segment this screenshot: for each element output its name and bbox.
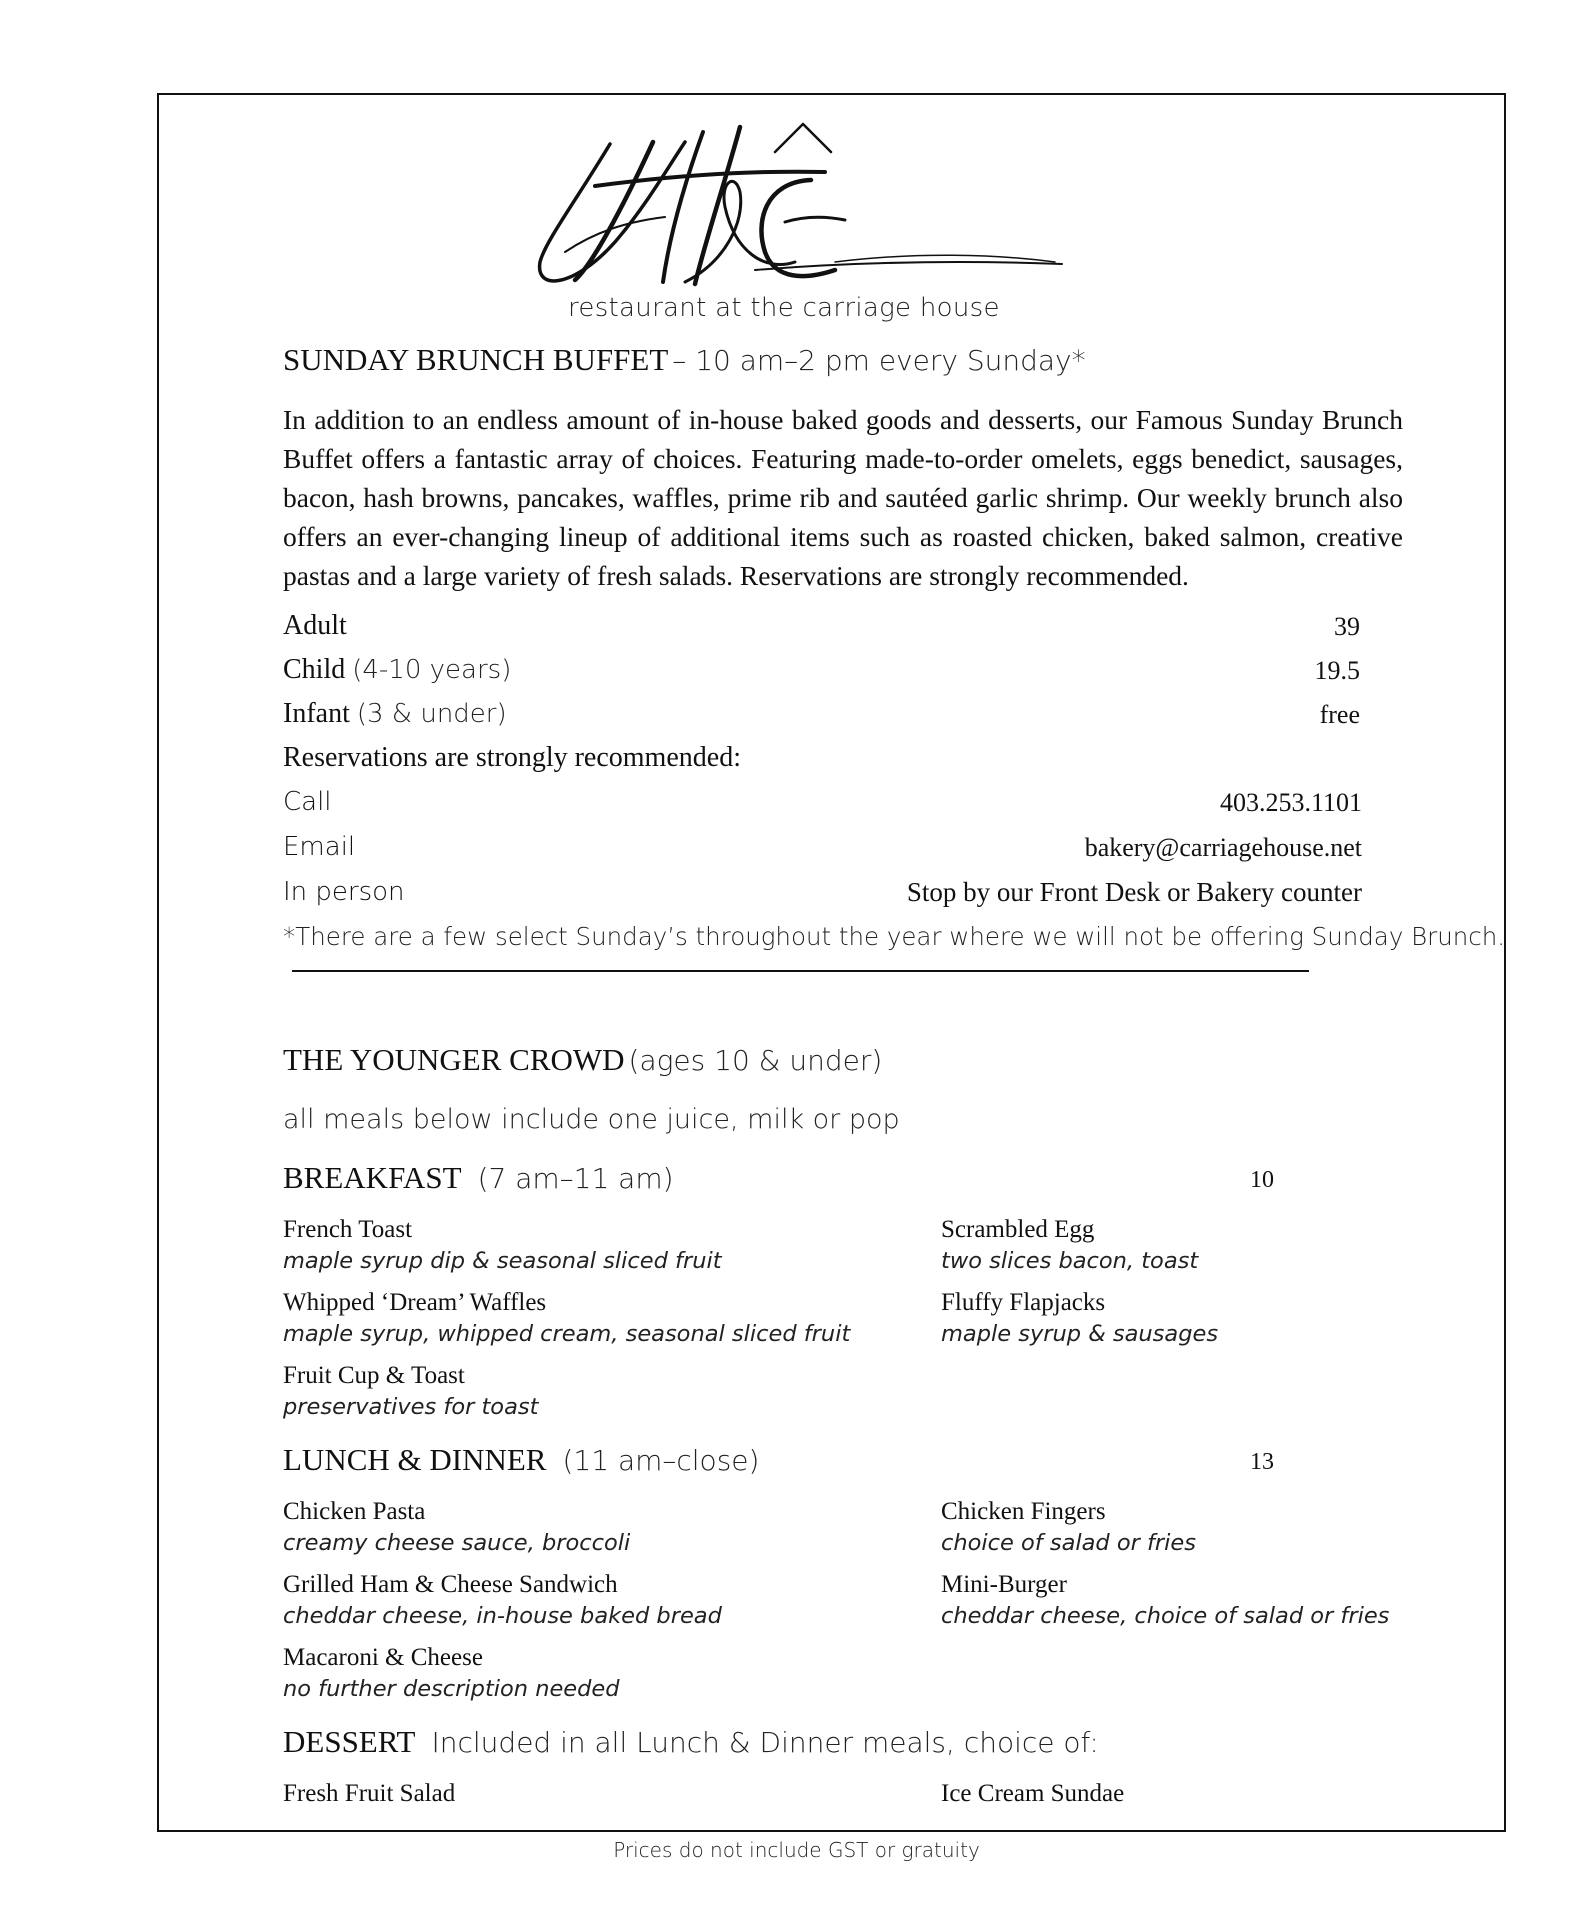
menu-item-name: French Toast (283, 1216, 413, 1243)
kids-title: THE YOUNGER CROWD (283, 1042, 625, 1077)
lunch-hours: (11 am–close) (562, 1444, 760, 1477)
dessert-title: DESSERT (283, 1724, 416, 1759)
menu-item-desc: cheddar cheese, choice of salad or fries (941, 1603, 1390, 1629)
kids-ages: (ages 10 & under) (628, 1044, 883, 1077)
lunch-price: 13 (1250, 1449, 1274, 1475)
price-value-adult: 39 (1334, 612, 1360, 641)
menu-item-desc: creamy cheese sauce, broccoli (283, 1530, 631, 1556)
price-label: Infant (283, 698, 350, 729)
menu-item-desc: choice of salad or fries (941, 1530, 1196, 1556)
lunch-title: LUNCH & DINNER (283, 1442, 547, 1477)
contact-method-in-person: In person (283, 877, 405, 907)
menu-item-name: Chicken Fingers (941, 1498, 1106, 1525)
price-row-adult (283, 610, 347, 642)
price-row-infant (283, 698, 507, 730)
prices-footer: Prices do not include GST or gratuity (613, 1838, 980, 1862)
menu-item-name: Whipped ‘Dream’ Waffles (283, 1289, 547, 1316)
kids-note: all meals below include one juice, milk or pop (283, 1104, 900, 1135)
brunch-description: In addition to an endless amount of in-house baked goods and desserts, our Famous Sunday Brunch Buffet offers a fantastic array of choices. Featuring made-to-order omelets, eggs benedict, sausages, bacon, hash browns, pancakes, waffles, prime rib and sautéed garlic shrimp. Our weekly brunch also offers an ever-changing lineup of additional items such as roasted chicken, baked salmon, creative pastas and a large variety of fresh salads. Reservations are strongly recommended. (283, 404, 1403, 591)
menu-item-desc: maple syrup, whipped cream, seasonal sliced fruit (283, 1321, 851, 1347)
menu-item-desc: two slices bacon, toast (941, 1248, 1199, 1274)
brunch-hours: – 10 am–2 pm every Sunday* (672, 344, 1086, 377)
dessert-heading (283, 1724, 1099, 1760)
dessert-item: Ice Cream Sundae (941, 1780, 1125, 1807)
menu-item-name: Mini-Burger (941, 1571, 1067, 1598)
breakfast-heading (283, 1160, 674, 1196)
price-note: (4-10 years) (352, 655, 512, 685)
dessert-item: Fresh Fruit Salad (283, 1780, 456, 1807)
breakfast-price: 10 (1250, 1167, 1274, 1193)
breakfast-title: BREAKFAST (283, 1160, 462, 1195)
contact-method-email: Email (283, 832, 356, 862)
logo-subtitle: restaurant at the carriage house (568, 293, 1000, 323)
price-note: (3 & under) (356, 699, 507, 729)
price-row-child (283, 654, 511, 686)
dessert-note: Included in all Lunch & Dinner meals, choice of: (431, 1726, 1099, 1759)
lunch-heading (283, 1442, 759, 1478)
breakfast-hours: (7 am–11 am) (477, 1162, 674, 1195)
menu-item-desc: no further description needed (283, 1676, 620, 1702)
price-label: Adult (283, 610, 347, 641)
menu-item-name: Scrambled Egg (941, 1216, 1095, 1243)
menu-item-desc: cheddar cheese, in-house baked bread (283, 1603, 722, 1629)
menu-item-name: Grilled Ham & Cheese Sandwich (283, 1571, 618, 1598)
brunch-heading (283, 342, 1086, 378)
contact-email: bakery@carriagehouse.net (1084, 833, 1362, 862)
contact-in-person: Stop by our Front Desk or Bakery counter (906, 877, 1362, 907)
menu-item-name: Chicken Pasta (283, 1498, 426, 1525)
reservations-heading: Reservations are strongly recommended: (283, 742, 741, 773)
menu-item-desc: maple syrup & sausages (941, 1321, 1219, 1347)
price-value-infant: free (1319, 700, 1360, 729)
kids-heading (283, 1042, 882, 1078)
section-divider (292, 970, 1309, 972)
brunch-footnote: *There are a few select Sunday’s throughout the year where we will not be offering Sunday Brunch. (283, 922, 1506, 951)
menu-item-desc: preservatives for toast (283, 1394, 539, 1420)
contact-phone: 403.253.1101 (1219, 788, 1362, 817)
restaurant-logo-icon (535, 112, 1065, 302)
price-value-child: 19.5 (1314, 656, 1360, 685)
contact-method-call: Call (283, 787, 332, 817)
menu-item-name: Fluffy Flapjacks (941, 1289, 1106, 1316)
menu-item-name: Fruit Cup & Toast (283, 1362, 465, 1389)
price-label: Child (283, 654, 346, 685)
menu-item-name: Macaroni & Cheese (283, 1644, 483, 1671)
menu-item-desc: maple syrup dip & seasonal sliced fruit (283, 1248, 722, 1274)
brunch-title: SUNDAY BRUNCH BUFFET (283, 342, 669, 377)
